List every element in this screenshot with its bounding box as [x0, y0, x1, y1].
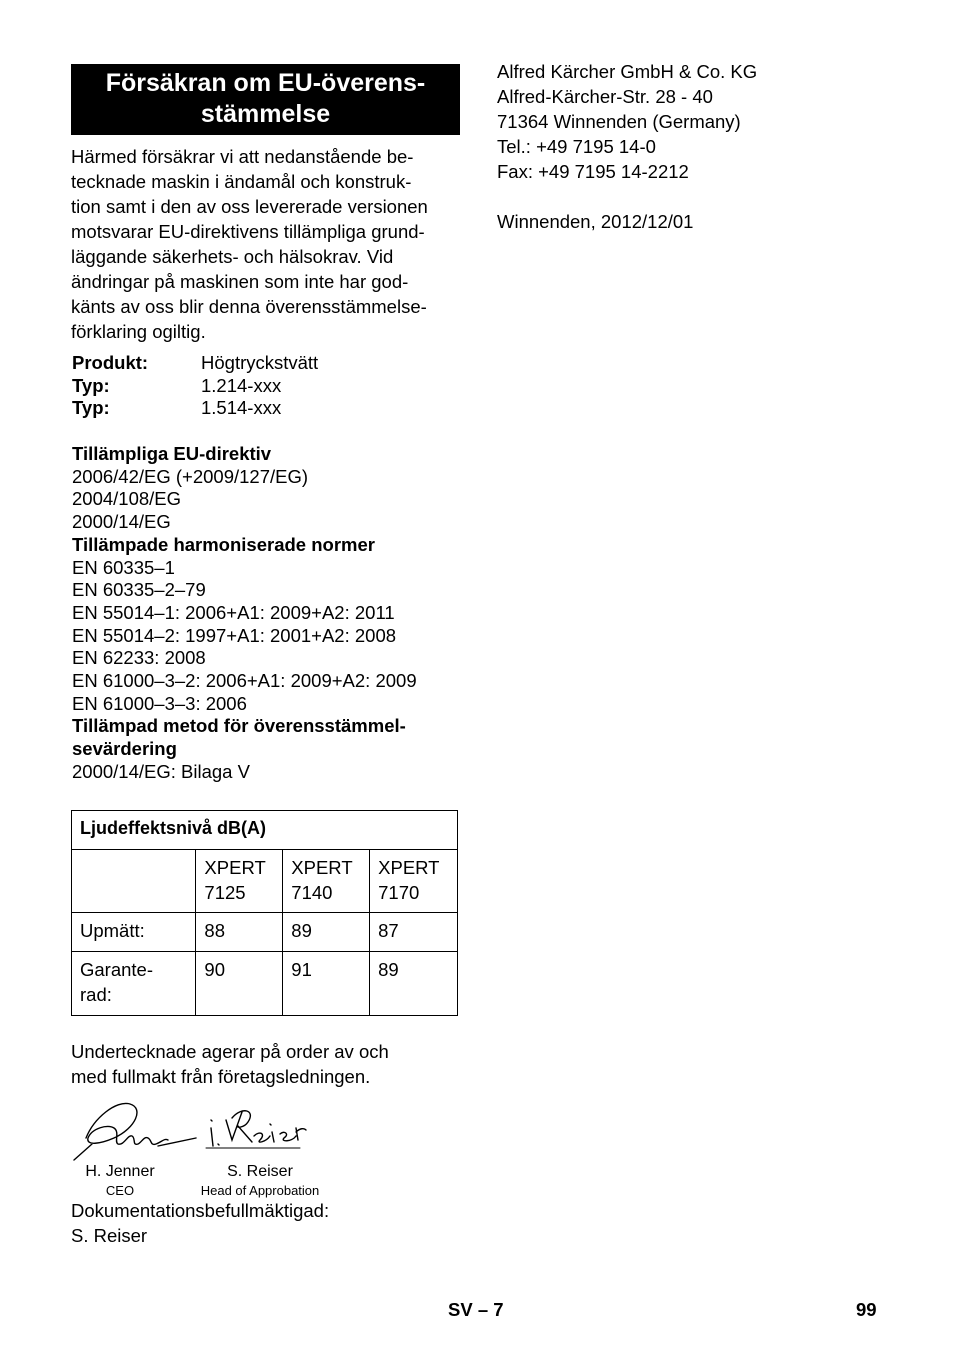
guaranteed-value: 91 [283, 952, 370, 1016]
guaranteed-label-line-1: Garante- [80, 959, 154, 980]
norm-item: EN 55014–1: 2006+A1: 2009+A2: 2011 [72, 601, 395, 623]
model-number: 7170 [378, 882, 420, 903]
guaranteed-label [72, 952, 196, 1016]
title-line-2: stämmelse [200, 100, 331, 128]
norms-heading: Tillämpade harmoniserade normer [72, 533, 375, 555]
directive-item: 2006/42/EG (+2009/127/EG) [72, 465, 309, 487]
signatory-name: H. Jenner [85, 1163, 155, 1180]
intro-line: förklaring ogiltig. [71, 321, 206, 342]
signatures-image [70, 1098, 310, 1164]
directives-and-norms [72, 443, 417, 784]
signatory-line: Undertecknade agerar på order av och [71, 1041, 389, 1062]
page-number: 99 [856, 1299, 877, 1320]
measured-label: Upmätt: [72, 913, 196, 952]
address-line: 71364 Winnenden (Germany) [497, 111, 741, 132]
type-row [72, 375, 318, 398]
documentation-label: Dokumentationsbefullmäktigad: [71, 1200, 330, 1221]
guaranteed-label-line-2: rad: [80, 984, 112, 1005]
title-line-1: Försäkran om EU-överens- [105, 69, 426, 97]
intro-line: läggande säkerhets- och hälsokrav. Vid [71, 246, 394, 267]
model-number: 7140 [291, 882, 333, 903]
signatory-name: S. Reiser [227, 1163, 293, 1180]
table-row [72, 850, 458, 913]
type-label: Typ: [72, 397, 110, 418]
intro-line: motsvarar EU-direktivens tillämpliga grund- [71, 221, 425, 242]
section-page: 7 [493, 1299, 504, 1320]
address-line: Alfred Kärcher GmbH & Co. KG [497, 61, 758, 82]
guaranteed-value: 89 [370, 952, 458, 1016]
intro-line: känts av oss blir denna överensstämmelse- [71, 296, 427, 317]
page-title [71, 64, 460, 135]
directive-item: 2004/108/EG [72, 488, 182, 510]
intro-paragraph [71, 144, 428, 344]
norm-item: EN 55014–2: 1997+A1: 2001+A2: 2008 [72, 624, 397, 646]
signatory-statement [71, 1039, 389, 1089]
product-info [72, 352, 318, 420]
measured-value: 89 [283, 913, 370, 952]
table-title: Ljudeffektsnivå dB(A) [72, 811, 458, 850]
method-heading-line-2: sevärdering [72, 738, 177, 760]
documentation-name: S. Reiser [71, 1225, 148, 1246]
sound-level-table [71, 810, 458, 1016]
company-address [497, 59, 757, 184]
signature-block [60, 1163, 180, 1198]
norm-item: EN 61000–3–3: 2006 [72, 692, 247, 714]
type-value: 1.514-xxx [201, 397, 282, 418]
model-cell [283, 850, 370, 913]
method-heading-line-1: Tillämpad metod för överensstämmel- [72, 715, 406, 737]
method-value: 2000/14/EG: Bilaga V [72, 760, 250, 782]
directive-item: 2000/14/EG [72, 511, 171, 533]
model-name: XPERT [204, 857, 266, 878]
table-cell-empty [72, 850, 196, 913]
type-row [72, 397, 318, 420]
table-header-row [72, 811, 458, 850]
signature-block [190, 1163, 330, 1198]
intro-line: Härmed försäkrar vi att nedanstående be- [71, 146, 414, 167]
address-line: Alfred-Kärcher-Str. 28 - 40 [497, 86, 713, 107]
guaranteed-value: 90 [196, 952, 283, 1016]
type-value: 1.214-xxx [201, 374, 282, 396]
measured-value: 87 [370, 913, 458, 952]
product-label: Produkt: [72, 352, 149, 373]
table-row [72, 952, 458, 1016]
product-value: Högtryckstvätt [201, 352, 319, 373]
norm-item: EN 61000–3–2: 2006+A1: 2009+A2: 2009 [72, 670, 417, 692]
model-name: XPERT [378, 857, 440, 878]
table-row [72, 913, 458, 952]
model-cell [196, 850, 283, 913]
section-code: SV [448, 1299, 473, 1320]
address-line: Tel.: +49 7195 14-0 [497, 136, 656, 157]
section-dash: – [477, 1299, 489, 1320]
model-name: XPERT [291, 857, 353, 878]
signatory-role: Head of Approbation [200, 1183, 320, 1198]
model-number: 7125 [204, 882, 246, 903]
signatory-line: med fullmakt från företagsledningen. [71, 1066, 371, 1087]
intro-line: tecknade maskin i ändamål och konstruk- [71, 171, 412, 192]
norm-item: EN 62233: 2008 [72, 647, 206, 669]
address-line: Fax: +49 7195 14-2212 [497, 161, 689, 182]
model-cell [370, 850, 458, 913]
norm-item: EN 60335–2–79 [72, 579, 206, 601]
product-row [72, 352, 318, 375]
type-label: Typ: [72, 374, 110, 396]
intro-line: tion samt i den av oss levererade versionen [71, 196, 428, 217]
measured-value: 88 [196, 913, 283, 952]
signatory-role: CEO [105, 1183, 135, 1198]
place-date: Winnenden, 2012/12/01 [497, 211, 694, 232]
directives-heading: Tillämpliga EU-direktiv [72, 443, 272, 464]
norm-item: EN 60335–1 [72, 556, 175, 578]
section-page-label [448, 1299, 504, 1321]
intro-line: ändringar på maskinen som inte har god- [71, 271, 409, 292]
documentation-authority [71, 1198, 329, 1248]
